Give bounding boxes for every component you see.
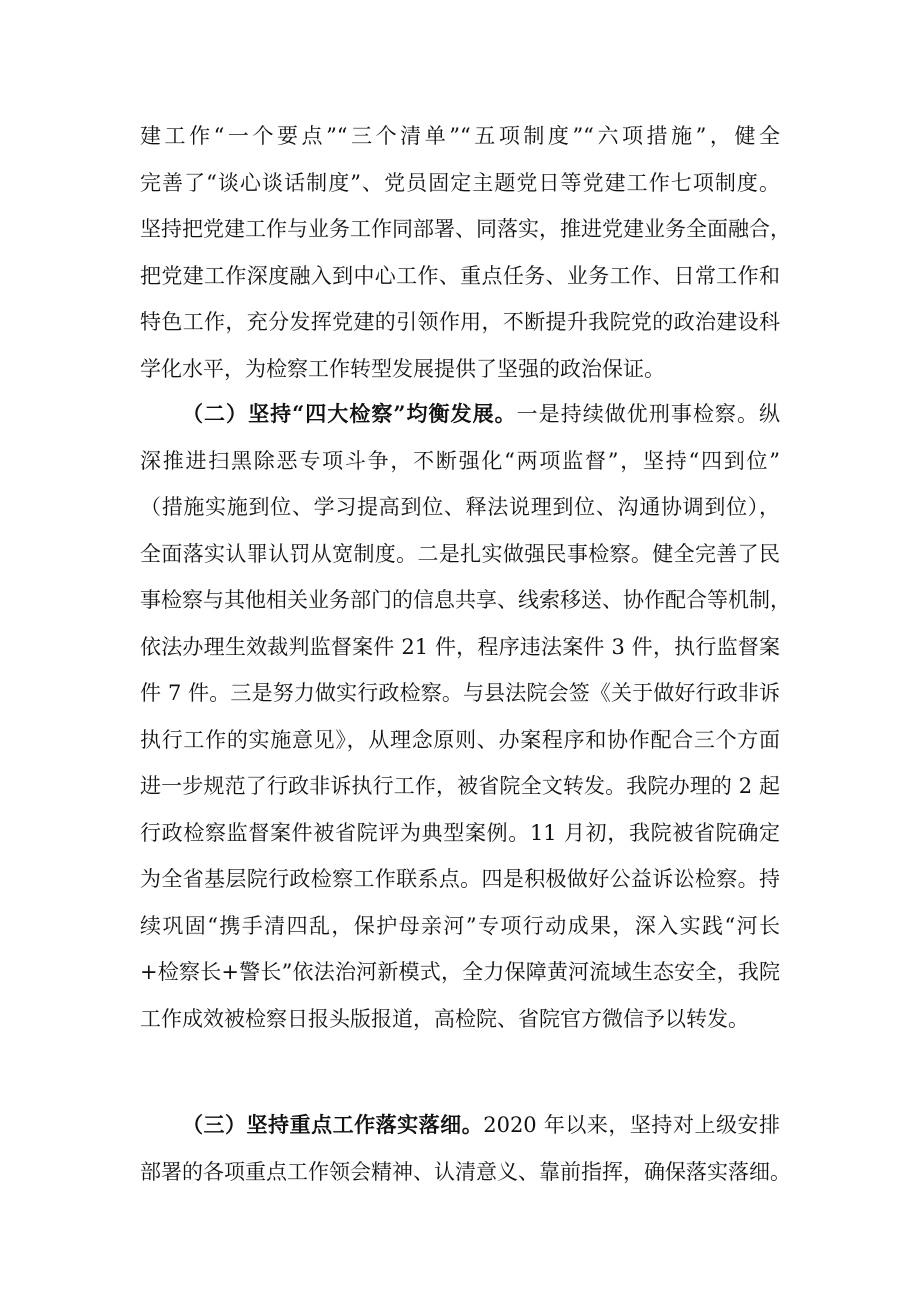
text-line: 坚持把党建工作与业务工作同部署、同落实，推进党建业务全面融合， bbox=[140, 217, 791, 241]
paragraph-party-building bbox=[140, 113, 791, 392]
text-line: 学化水平，为检察工作转型发展提供了坚强的政治保证。 bbox=[140, 356, 665, 381]
text-line: 件 7 件。三是努力做实行政检察。与县法院会签《关于做好行政非诉 bbox=[140, 681, 780, 705]
text-line: 依法办理生效裁判监督案件 21 件，程序违法案件 3 件，执行监督案 bbox=[140, 634, 780, 659]
text-line: 建工作“一个要点”“三个清单”“五项制度”“六项措施”，健全 bbox=[140, 124, 780, 148]
section-heading: （二）坚持“四大检察”均衡发展。 bbox=[182, 401, 517, 426]
text-line: 特色工作，充分发挥党建的引领作用，不断提升我院党的政治建设科 bbox=[140, 310, 780, 334]
text-line: 完善了“谈心谈话制度”、党员固定主题党日等党建工作七项制度。 bbox=[140, 170, 780, 195]
text-line: 续巩固“携手清四乱，保护母亲河”专项行动成果，深入实践“河长 bbox=[140, 913, 780, 938]
text-line: 工作成效被检察日报头版报道，高检院、省院官方微信予以转发。 bbox=[140, 1006, 749, 1031]
text-run: 一是持续做优刑事检察。纵 bbox=[516, 402, 780, 426]
text-line: 为全省基层院行政检察工作联系点。四是积极做好公益诉讼检察。持 bbox=[140, 867, 780, 891]
text-line: 部署的各项重点工作领会精神、认清意义、靠前指挥，确保落实落细。 bbox=[140, 1159, 791, 1184]
section-heading: （三）坚持重点工作落实落细。 bbox=[182, 1112, 484, 1137]
text-line: 执行工作的实施意见》，从理念原则、办案程序和协作配合三个方面 bbox=[140, 727, 780, 752]
text-line: （措施实施到位、学习提高到位、释法说理到位、沟通协调到位）， bbox=[140, 495, 780, 519]
text-line: 把党建工作深度融入到中心工作、重点任务、业务工作、日常工作和 bbox=[140, 263, 780, 288]
text-line: 深推进扫黑除恶专项斗争，不断强化“两项监督”，坚持“四到位” bbox=[140, 448, 780, 473]
text-line: 行政检察监督案件被省院评为典型案例。11 月初，我院被省院确定 bbox=[140, 820, 780, 845]
heading-line bbox=[140, 1102, 780, 1149]
text-line: 事检察与其他相关业务部门的信息共享、线索移送、协作配合等机制， bbox=[140, 588, 791, 612]
paragraph-key-tasks bbox=[140, 1102, 791, 1195]
text-run: 2020 年以来，坚持对上级安排 bbox=[483, 1113, 781, 1137]
text-line: 全面落实认罪认罚从宽制度。二是扎实做强民事检察。健全完善了民 bbox=[140, 541, 780, 566]
text-line: +检察长+警长”依法治河新模式，全力保障黄河流域生态安全，我院 bbox=[140, 960, 780, 984]
text-line: 进一步规范了行政非诉执行工作，被省院全文转发。我院办理的 2 起 bbox=[140, 774, 780, 798]
paragraph-four-procuratorates bbox=[140, 391, 791, 1042]
heading-line bbox=[140, 391, 780, 438]
